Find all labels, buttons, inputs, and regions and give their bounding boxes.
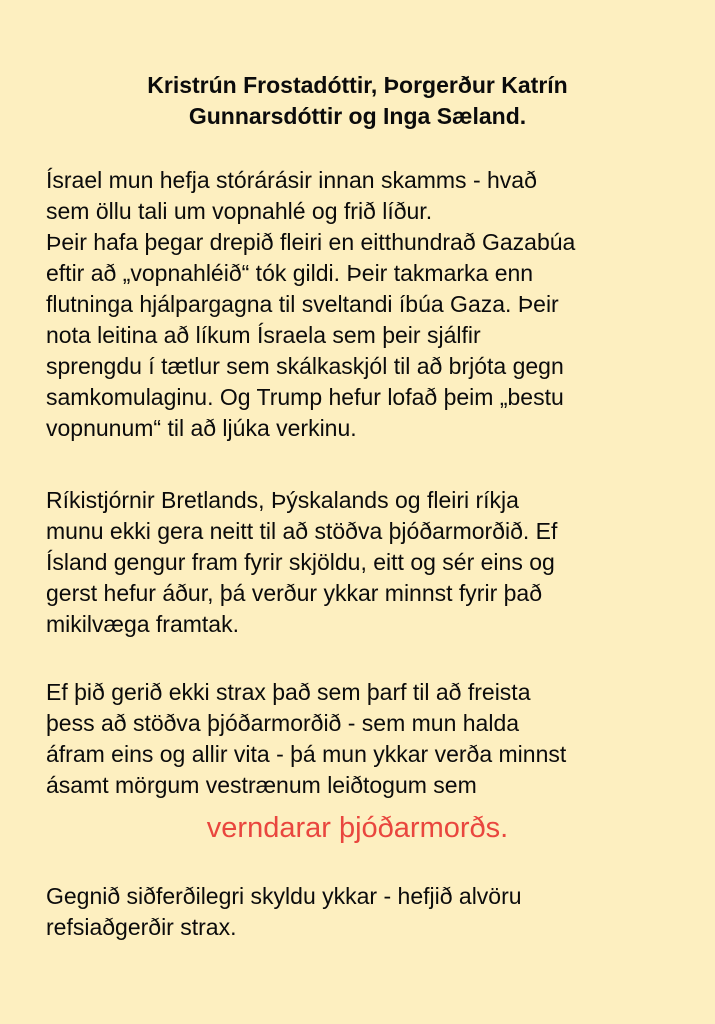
paragraph-israel-attacks (46, 165, 686, 444)
paragraph-governments (46, 485, 686, 640)
highlight-text: verndarar þjóðarmorðs. (206, 812, 509, 844)
text-line: samkomulaginu. Og Trump hefur lofað þeim „bestu (46, 384, 564, 410)
text-line: sprengdu í tætlur sem skálkaskjól til að brjóta gegn (46, 353, 564, 379)
paragraph-call-to-action (46, 881, 686, 943)
text-line: Ef þið gerið ekki strax það sem þarf til að freista (46, 679, 531, 705)
text-line: flutninga hjálpargagna til sveltandi íbúa Gaza. Þeir (46, 291, 559, 317)
text-line: sem öllu tali um vopnahlé og frið líður. (46, 198, 433, 224)
heading-line: Kristrún Frostadóttir, Þorgerður Katrín (147, 72, 568, 98)
text-line: þess að stöðva þjóðarmorðið - sem mun halda (46, 710, 520, 736)
text-line: Ísland gengur fram fyrir skjöldu, eitt og sér eins og (46, 549, 555, 575)
text-line: gerst hefur áður, þá verður ykkar minnst fyrir það (46, 580, 542, 606)
paragraph-warning (46, 677, 686, 801)
text-line: munu ekki gera neitt til að stöðva þjóðarmorðið. Ef (46, 518, 558, 544)
text-line: Þeir hafa þegar drepið fleiri en eitthundrað Gazabúa (46, 229, 576, 255)
text-line: vopnunum“ til að ljúka verkinu. (46, 415, 357, 441)
text-line: eftir að „vopnahléið“ tók gildi. Þeir takmarka enn (46, 260, 534, 286)
heading-line: Gunnarsdóttir og Inga Sæland. (188, 103, 527, 129)
recipients-heading (40, 70, 675, 132)
text-line: refsiaðgerðir strax. (46, 914, 237, 940)
text-line: Gegnið siðferðilegri skyldu ykkar - hefjið alvöru (46, 883, 522, 909)
text-line: nota leitina að líkum Ísraela sem þeir sjálfir (46, 322, 481, 348)
text-line: Ríkistjórnir Bretlands, Þýskalands og fleiri ríkja (46, 487, 519, 513)
text-line: mikilvæga framtak. (46, 611, 239, 637)
text-line: ásamt mörgum vestrænum leiðtogum sem (46, 772, 477, 798)
text-line: Ísrael mun hefja stórárásir innan skamms - hvað (46, 167, 537, 193)
text-line: áfram eins og allir vita - þá mun ykkar verða minnst (46, 741, 567, 767)
